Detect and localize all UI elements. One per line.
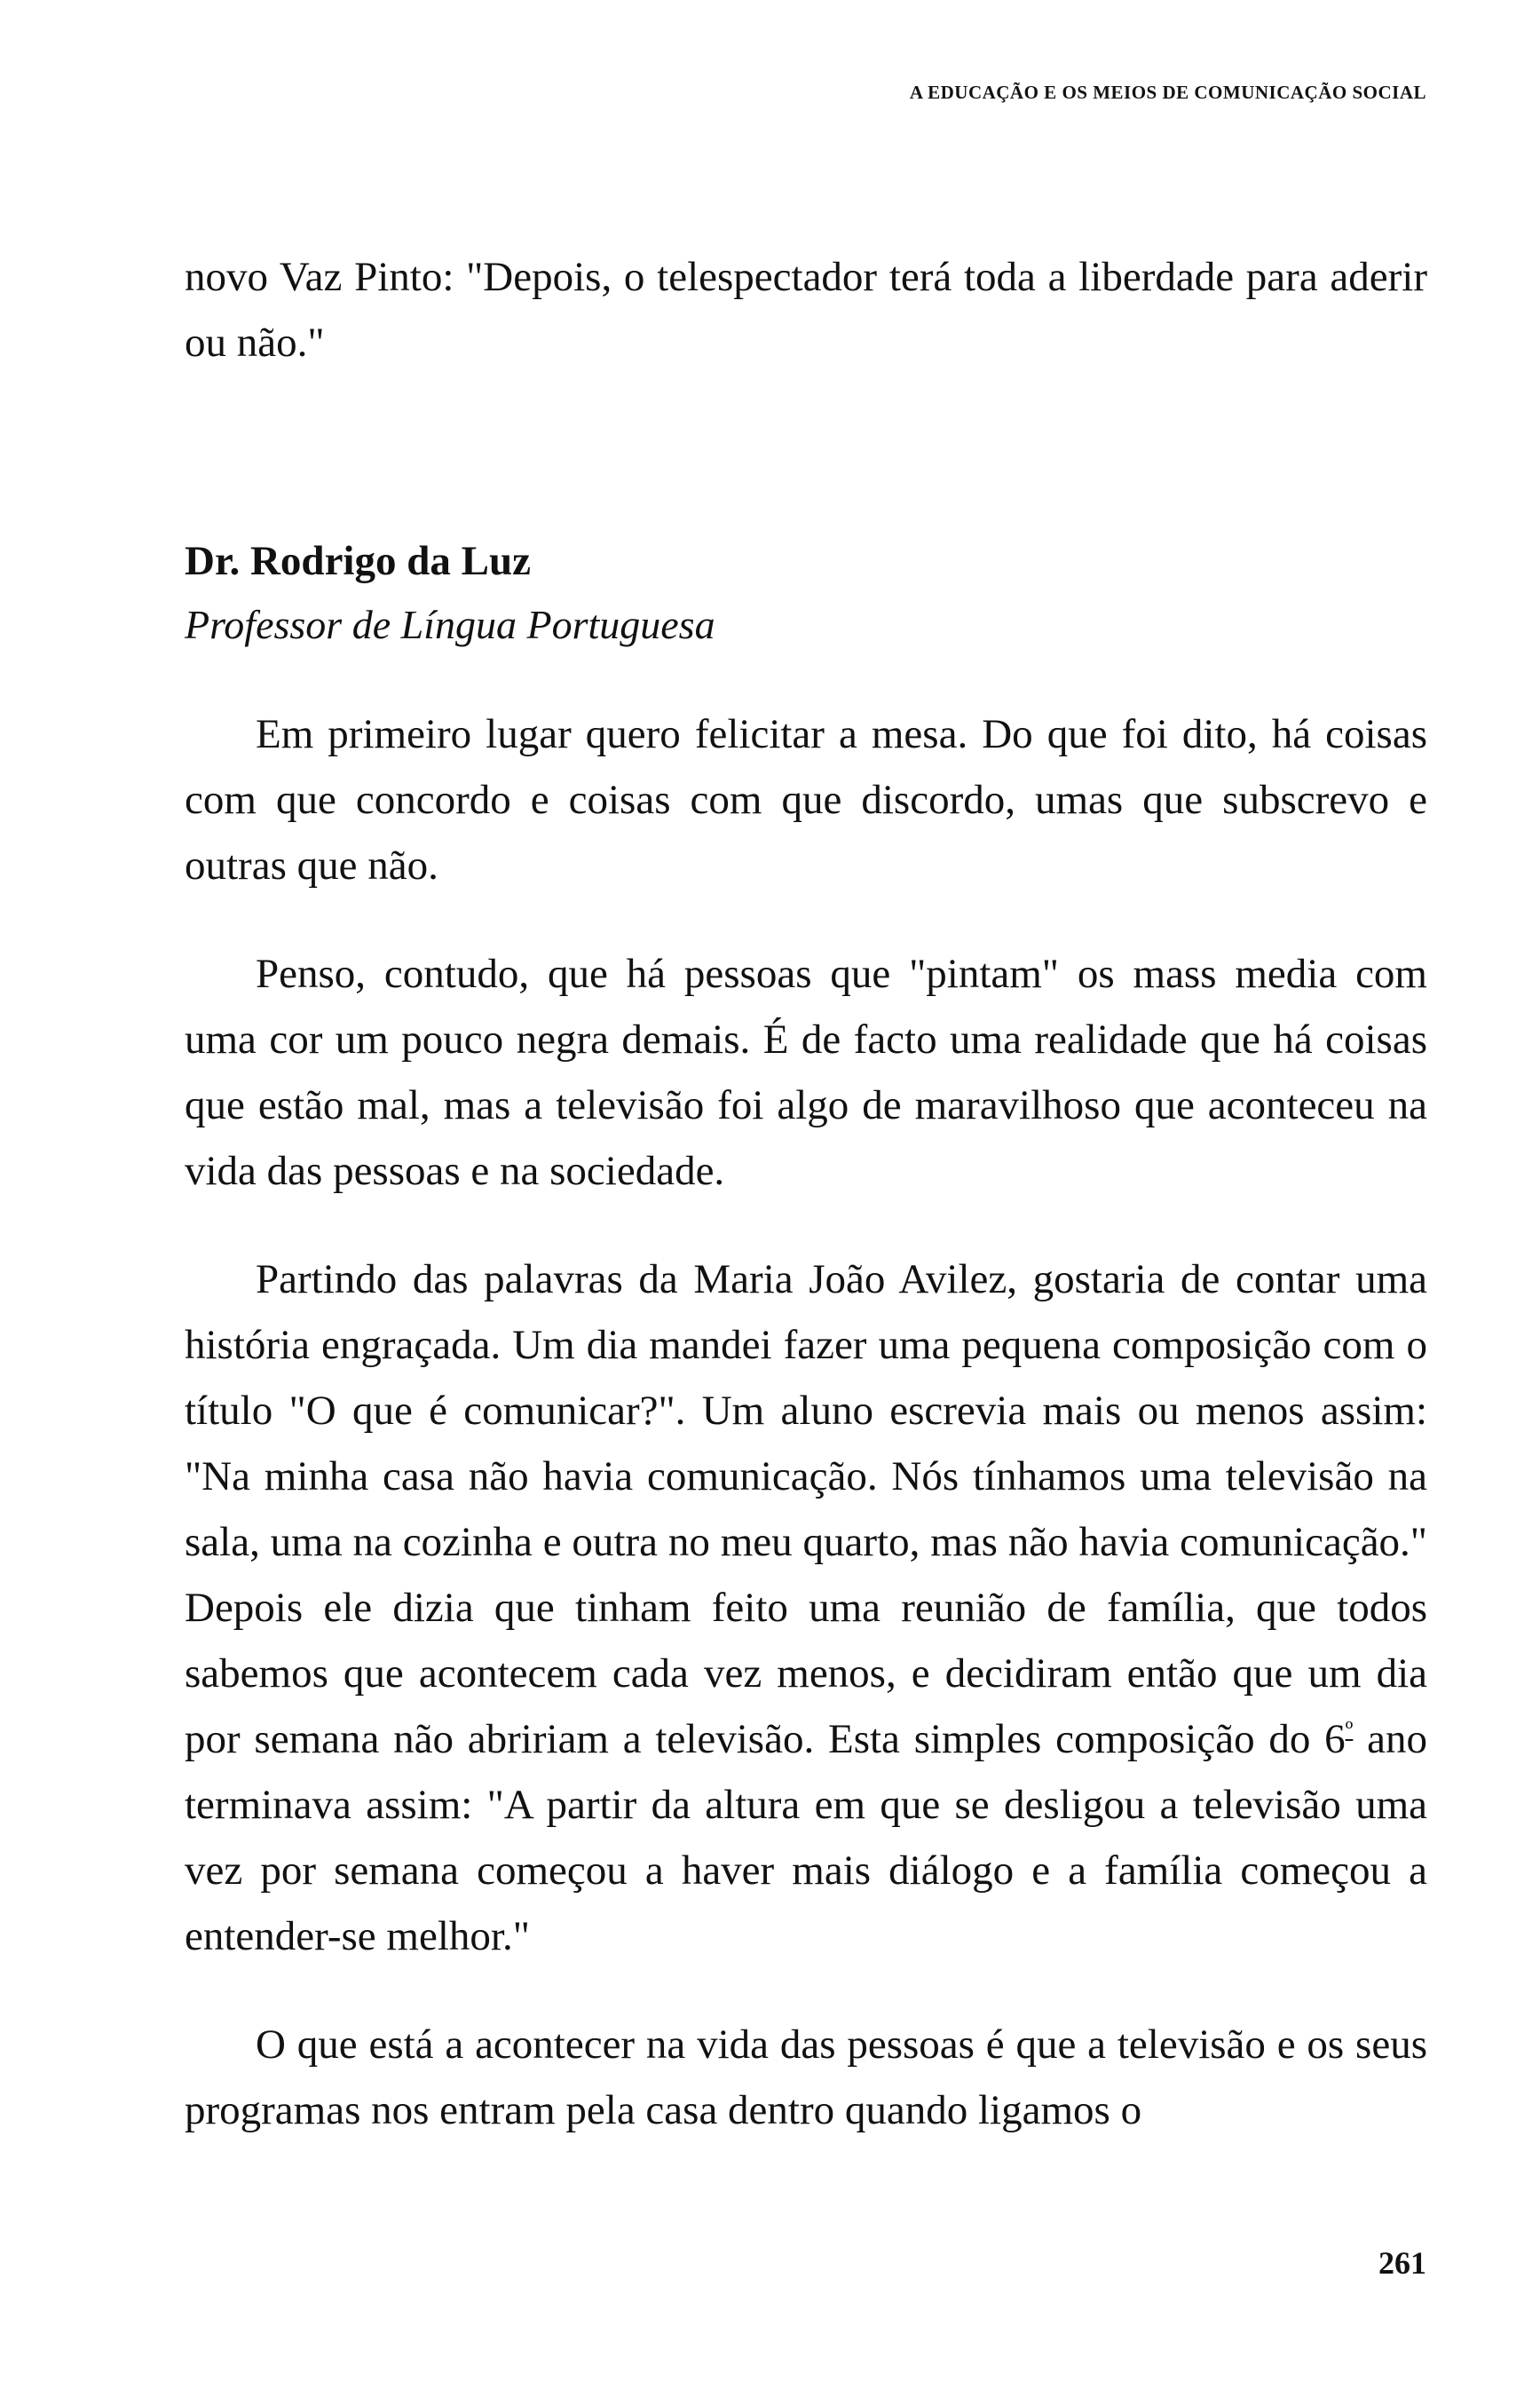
paragraph: Em primeiro lugar quero felicitar a mesa. Do que foi dito, há coisas com que concordo e coisas com que discordo, umas que subscrevo e outras que não. xyxy=(185,711,1427,889)
speaker-name: Dr. Rodrigo da Luz xyxy=(185,538,531,584)
continuation-paragraph: novo Vaz Pinto: "Depois, o telespectador terá toda a liberdade para aderir ou não." xyxy=(185,254,1427,366)
speaker-role: Professor de Língua Portuguesa xyxy=(185,602,715,647)
paragraph: O que está a acontecer na vida das pessoas é que a televisão e os seus programas nos entram pela casa dentro quando ligamos o xyxy=(185,2021,1427,2133)
story-text-start: Partindo das palavras da Maria João Avilez, gostaria de contar uma história engraçada. Um dia mandei fazer uma pequena composição com o título "O que é comunicar?". Um aluno escrevia mais ou menos assim: "Na minha casa não havia comunicação. Nós tínhamos uma televisão na sala, uma na cozinha e outra no meu quarto, mas não havia comunicação." Depois ele dizia que tinham feito uma reunião de família, que todos sabemos que acontecem cada vez menos, e decidiram então que um dia por semana não abririam a televisão. Esta simples composição do 6 xyxy=(185,1256,1427,1762)
running-header: A EDUCAÇÃO E OS MEIOS DE COMUNICAÇÃO SOCIAL xyxy=(909,82,1426,103)
speech-body xyxy=(185,701,1427,2143)
ordinal-mark: º xyxy=(1345,1716,1354,1744)
story-paragraph xyxy=(185,1246,1427,1969)
paragraph: Penso, contudo, que há pessoas que "pintam" os mass media com uma cor um pouco negra demais. É de facto uma realidade que há coisas que estão mal, mas a televisão foi algo de maravilhoso que aconteceu na vida das pessoas e na sociedade. xyxy=(185,951,1427,1194)
page-number: 261 xyxy=(1378,2245,1426,2281)
story-text-end: ano terminava assim: "A partir da altura em que se desligou a televisão uma vez por semana começou a haver mais diálogo e a família começou a entender-se melhor." xyxy=(185,1716,1427,1959)
continuation-block xyxy=(185,244,1427,376)
